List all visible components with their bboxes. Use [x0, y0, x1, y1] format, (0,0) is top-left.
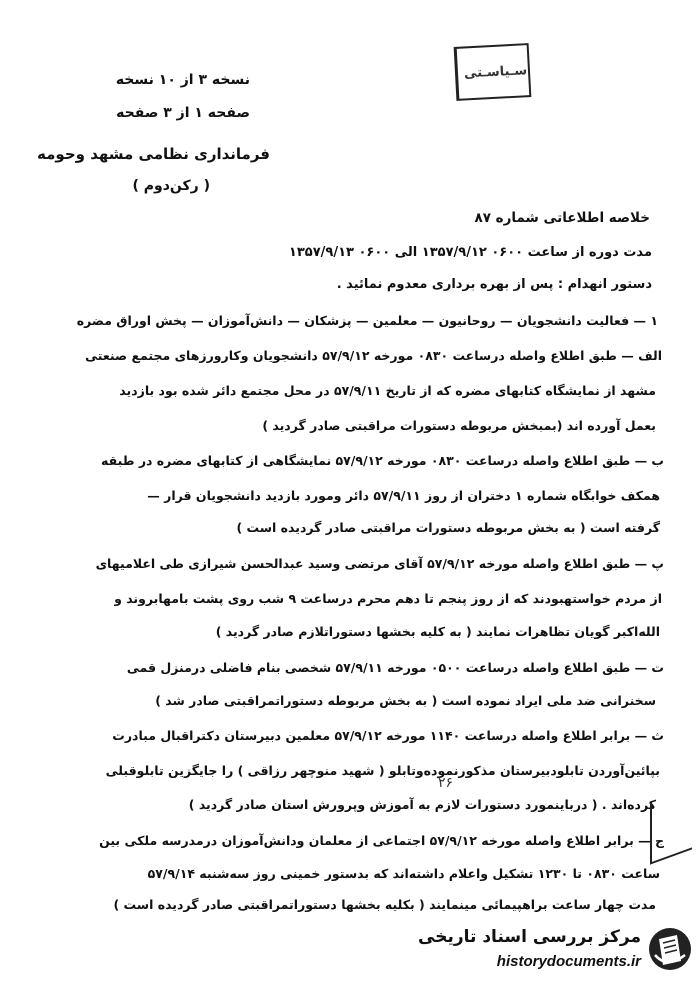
- issuing-command-line: فرماندارى نظامى مشهد وحومه: [37, 145, 270, 163]
- report-line-12: سخنرانى ضد ملى ایراد نموده است ( به بخش مربوطه دستوراتمراقبتى صادر شد ): [155, 693, 656, 708]
- report-line-6: همکف خوابگاه شماره ۱ دختران از روز ۵۷/۹/۱۱ دائر ومورد بازدید دانشجویان قرار —: [147, 488, 660, 503]
- report-line-13: ث — برابر اطلاع واصله درساعت ۱۱۴۰ مورخه ۵۷/۹/۱۲ معلمین دبیرستان دکتراقبال مبادرت: [112, 728, 664, 743]
- corner-bracket-mark: [650, 787, 692, 864]
- report-line-5: ب — طبق اطلاع واصله درساعت ۰۸۳۰ مورخه ۵۷/۹/۱۲ نمایشگاهى از کتابهاى مضره در طبقه: [101, 453, 664, 468]
- report-line-2: الف — طبق اطلاع واصله درساعت ۰۸۳۰ مورخه ۵۷/۹/۱۲ دانشجویان وکارورزهاى مجتمع صنعتى: [85, 348, 662, 363]
- report-line-16: ج — برابر اطلاع واصله مورخه ۵۷/۹/۱۲ اجتماعى از معلمان ودانش‌آموزان درمدرسه ملکى بین: [99, 833, 664, 848]
- report-line-11: ت — طبق اطلاع واصله درساعت ۰۵۰۰ مورخه ۵۷/۹/۱۱ شخصى بنام فاضلى درمنزل قمى: [126, 660, 664, 675]
- report-line-10: الله‌اکبر گویان تظاهرات نمایند ( به کلیه بخشها دستوراتلازم صادر گردید ): [215, 624, 660, 639]
- page-number-line: صفحه ۱ از ۳ صفحه: [116, 105, 250, 121]
- destruction-instruction: دستور انهدام : پس از بهره بردارى معدوم نمائید .: [336, 277, 652, 292]
- stamp-text: سـیاسـتی: [463, 63, 528, 82]
- report-line-8: پ — طبق اطلاع واصله مورخه ۵۷/۹/۱۲ آقاى مرتضى وسید عبدالحسن شیرازى طى اعلامیهاى: [95, 556, 664, 571]
- report-line-14: بپائین‌آوردن تابلودبیرستان مذکورنموده‌وتابلو ( شهید منوچهر رزاقى ) را جایگزین تابلوقبلى: [105, 763, 660, 778]
- watermark-title: مرکز بررسى اسناد تاریخى: [418, 927, 641, 947]
- archive-watermark: [418, 925, 693, 977]
- report-line-7: گرفته است ( به بخش مربوطه دستورات مراقبتى صادر گردیده است ): [236, 520, 660, 535]
- report-period: مدت دوره از ساعت ۰۶۰۰ ۱۳۵۷/۹/۱۲ الى ۰۶۰۰ ۱۳۵۷/۹/۱۳: [288, 245, 652, 260]
- report-line-18: مدت چهار ساعت براهپیمائى مینمایند ( بکلیه بخشها دستوراتمراقبتى صادر گردیده است ): [113, 897, 656, 912]
- report-line-17: ساعت ۰۸۳۰ تا ۱۲۳۰ تشکیل واعلام داشته‌اند که بدستور خمینى روز سه‌شنبه ۵۷/۹/۱۴: [147, 866, 660, 881]
- report-line-9: از مردم خواستهبودند که از روز پنجم تا دهم محرم درساعت ۹ شب روى پشت بامهابروند و: [114, 591, 662, 606]
- report-line-15: کرده‌اند . ( درباینمورد دستورات لازم به آموزش وپرورش استان صادر گردید ): [188, 797, 656, 812]
- report-line-3: مشهد از نمایشگاه کتابهاى مضره که از تاریخ ۵۷/۹/۱۱ در محل مجتمع دائر شده بود بازدید: [119, 383, 656, 398]
- classification-stamp: [454, 43, 532, 101]
- watermark-url[interactable]: historydocuments.ir: [496, 953, 641, 970]
- report-title: خلاصه اطلاعاتى شماره ۸۷: [474, 210, 650, 226]
- copy-number-line: نسخه ۳ از ۱۰ نسخه: [115, 72, 250, 88]
- report-line-1: ۱ — فعالیت دانشجویان — روحانیون — معلمین — پزشکان — دانش‌آموزان — پخش اوراق مضره: [76, 313, 658, 328]
- handwritten-annotation: ۲۶: [438, 775, 454, 791]
- report-line-4: بعمل آورده اند (بمبخش مربوطه دستورات مراقبتى صادر گردید ): [262, 418, 656, 433]
- archive-logo-icon: [647, 925, 693, 973]
- unit-line: ( رکن‌دوم ): [132, 178, 210, 194]
